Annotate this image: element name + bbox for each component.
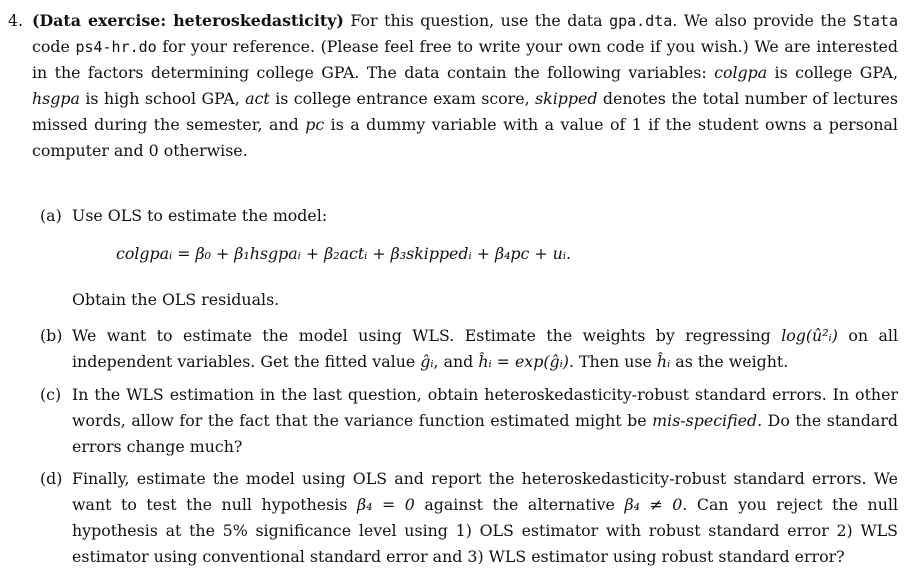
question-intro-body	[32, 8, 898, 164]
intro-text: . We also provide the	[672, 11, 853, 30]
part-b	[40, 323, 898, 375]
question-intro	[8, 8, 898, 164]
var-colgpa: colgpa	[714, 63, 768, 82]
stata-name: Stata	[852, 12, 898, 30]
part-b-body	[72, 323, 898, 375]
var-description: is high school GPA,	[79, 89, 246, 108]
part-b-text: , and	[433, 352, 479, 371]
var-description: is college entrance exam score,	[269, 89, 536, 108]
part-b-text: We want to estimate the model using WLS. Estimate the weights by regressing	[72, 326, 782, 345]
var-description: denotes the total number of lectures missed during the semester, and	[32, 89, 898, 134]
part-d-text: Finally, estimate the model using OLS and report the heteroskedasticity-robust standard errors. We want to test the null hypothesis	[72, 469, 898, 514]
mis-specified-emphasis: mis-specified.	[652, 411, 763, 430]
intro-text: for your reference. (Please feel free to write your own code if you wish.) We are interested in the factors determining college GPA. The data contain the following variables:	[32, 37, 899, 82]
data-file-name: gpa.dta	[609, 12, 673, 30]
intro-text: code	[32, 37, 76, 56]
log-residual-expr: log(û²ᵢ)	[781, 326, 838, 345]
part-d-label: (d)	[40, 469, 63, 488]
intro-text: For this question, use the data	[343, 11, 610, 30]
part-d	[40, 466, 898, 570]
part-c-label: (c)	[40, 385, 62, 404]
part-b-text: . Then use	[568, 352, 657, 371]
part-c-text: In the WLS estimation in the last question, obtain heteroskedasticity-robust standard errors. In other words, allow for the fact that the variance function estimated might be	[72, 385, 898, 430]
var-skipped: skipped	[535, 89, 598, 108]
part-c	[40, 382, 898, 460]
alternative-hypothesis: β₄ ≠ 0	[624, 495, 683, 514]
question-title: (Data exercise: heteroskedasticity)	[32, 11, 344, 30]
weight-h-expr: ĥᵢ = exp(ĝᵢ)	[478, 352, 569, 371]
var-description: is a dummy variable with a value of 1 if the student owns a personal computer and 0 otherwise.	[32, 115, 898, 160]
weight-h-ref: ĥᵢ	[656, 352, 671, 371]
fitted-g-expr: ĝᵢ	[420, 352, 434, 371]
part-c-body	[72, 382, 898, 460]
var-pc: pc	[305, 115, 325, 134]
part-c-text: Do the standard errors change much?	[72, 411, 898, 456]
null-hypothesis: β₄ = 0	[356, 495, 415, 514]
part-a	[40, 203, 898, 229]
part-b-text: on all independent variables. Get the fitted value	[72, 326, 898, 371]
code-file-name: ps4-hr.do	[75, 38, 157, 56]
part-d-text: against the alternative	[414, 495, 625, 514]
part-a-text: Use OLS to estimate the model:	[72, 206, 328, 225]
part-a-followup: Obtain the OLS residuals.	[72, 290, 280, 309]
part-d-body	[72, 466, 898, 570]
var-act: act	[245, 89, 270, 108]
part-b-text: as the weight.	[670, 352, 789, 371]
part-d-text: . Can you reject the null hypothesis at the 5% significance level using 1) OLS estimator with robust standard error 2) WLS estimator using conventional standard error and 3) WLS estimator using robust standard error?	[72, 495, 898, 566]
model-equation: colgpaᵢ = β₀ + β₁hsgpaᵢ + β₂actᵢ + β₃skippedᵢ + β₄pc + uᵢ.	[116, 244, 572, 263]
question-number: 4.	[8, 11, 24, 30]
part-b-label: (b)	[40, 326, 63, 345]
part-a-label: (a)	[40, 206, 62, 225]
var-hsgpa: hsgpa	[32, 89, 80, 108]
var-description: is college GPA,	[767, 63, 898, 82]
